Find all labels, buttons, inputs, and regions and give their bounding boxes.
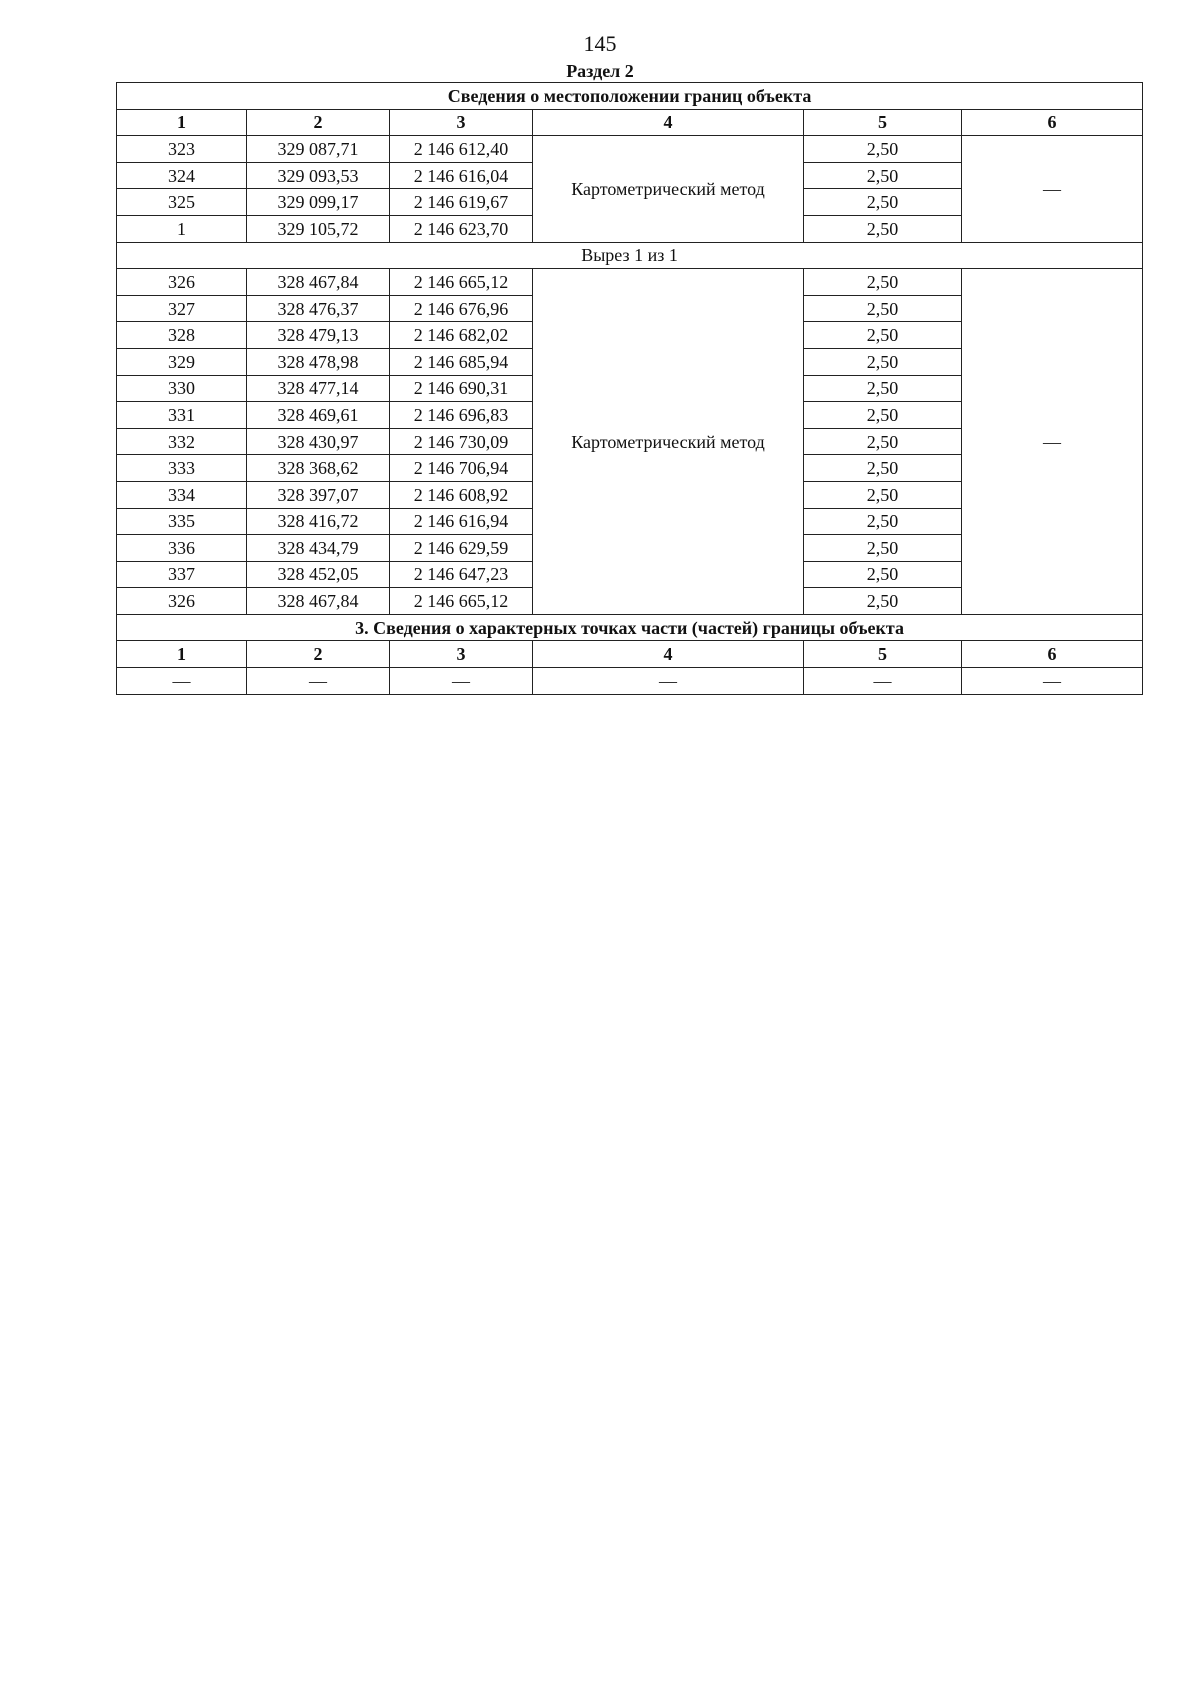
method-cell: Картометрический метод xyxy=(533,269,804,615)
coordinate-y: 2 146 623,70 xyxy=(390,215,533,242)
coordinate-y: 2 146 730,09 xyxy=(390,428,533,455)
coordinate-y: 2 146 616,04 xyxy=(390,162,533,189)
precision-value: 2,50 xyxy=(804,535,962,562)
section3-title-row xyxy=(117,614,1143,641)
point-number: 323 xyxy=(117,136,247,163)
method-cell: Картометрический метод xyxy=(533,136,804,242)
column-header: 2 xyxy=(247,109,390,136)
coordinate-x: 329 087,71 xyxy=(247,136,390,163)
point-number: 324 xyxy=(117,162,247,189)
section3-title: 3. Сведения о характерных точках части (частей) границы объекта xyxy=(117,614,1143,641)
precision-value: 2,50 xyxy=(804,348,962,375)
precision-value: 2,50 xyxy=(804,375,962,402)
coordinate-x: 328 416,72 xyxy=(247,508,390,535)
precision-value: 2,50 xyxy=(804,269,962,296)
precision-value: 2,50 xyxy=(804,428,962,455)
point-number: 326 xyxy=(117,269,247,296)
column6-cell: — xyxy=(962,269,1143,615)
point-number: 329 xyxy=(117,348,247,375)
precision-value: 2,50 xyxy=(804,508,962,535)
coordinate-x: 329 093,53 xyxy=(247,162,390,189)
point-number: 331 xyxy=(117,402,247,429)
point-number: 327 xyxy=(117,295,247,322)
precision-value: 2,50 xyxy=(804,162,962,189)
column-header: 3 xyxy=(390,641,533,668)
coordinate-y: 2 146 676,96 xyxy=(390,295,533,322)
coordinate-y: 2 146 690,31 xyxy=(390,375,533,402)
point-number: 335 xyxy=(117,508,247,535)
coordinate-y: 2 146 647,23 xyxy=(390,561,533,588)
coordinate-y: 2 146 612,40 xyxy=(390,136,533,163)
section3-header-row xyxy=(117,641,1143,668)
point-number: 332 xyxy=(117,428,247,455)
coordinate-x: 328 467,84 xyxy=(247,269,390,296)
cutout-label: Вырез 1 из 1 xyxy=(117,242,1143,269)
coordinate-y: 2 146 696,83 xyxy=(390,402,533,429)
coordinate-x: 328 477,14 xyxy=(247,375,390,402)
point-number: 330 xyxy=(117,375,247,402)
point-number: 336 xyxy=(117,535,247,562)
column-header: 4 xyxy=(533,641,804,668)
empty-value: — xyxy=(533,668,804,695)
coordinate-y: 2 146 619,67 xyxy=(390,189,533,216)
table-title-row xyxy=(117,83,1143,110)
coordinate-x: 328 430,97 xyxy=(247,428,390,455)
coordinate-x: 328 478,98 xyxy=(247,348,390,375)
point-number: 333 xyxy=(117,455,247,482)
precision-value: 2,50 xyxy=(804,588,962,615)
coordinate-y: 2 146 665,12 xyxy=(390,269,533,296)
coordinate-x: 328 397,07 xyxy=(247,481,390,508)
precision-value: 2,50 xyxy=(804,215,962,242)
column-header: 3 xyxy=(390,109,533,136)
cutout-row xyxy=(117,242,1143,269)
precision-value: 2,50 xyxy=(804,481,962,508)
point-number: 334 xyxy=(117,481,247,508)
precision-value: 2,50 xyxy=(804,561,962,588)
column-header: 4 xyxy=(533,109,804,136)
coordinate-y: 2 146 608,92 xyxy=(390,481,533,508)
coordinate-y: 2 146 706,94 xyxy=(390,455,533,482)
column-header: 5 xyxy=(804,641,962,668)
empty-value: — xyxy=(247,668,390,695)
table-title: Сведения о местоположении границ объекта xyxy=(117,83,1143,110)
boundary-coordinates-table xyxy=(116,82,1143,695)
coordinate-x: 329 099,17 xyxy=(247,189,390,216)
point-number: 328 xyxy=(117,322,247,349)
precision-value: 2,50 xyxy=(804,322,962,349)
point-number: 337 xyxy=(117,561,247,588)
column-header: 1 xyxy=(117,109,247,136)
coordinate-x: 328 368,62 xyxy=(247,455,390,482)
section-label: Раздел 2 xyxy=(566,61,634,81)
coordinate-x: 328 434,79 xyxy=(247,535,390,562)
empty-value: — xyxy=(390,668,533,695)
table-row xyxy=(117,269,1143,296)
column-header-row xyxy=(117,109,1143,136)
column-header: 1 xyxy=(117,641,247,668)
precision-value: 2,50 xyxy=(804,455,962,482)
page-number: 145 xyxy=(583,31,617,56)
table-row xyxy=(117,136,1143,163)
empty-value: — xyxy=(804,668,962,695)
precision-value: 2,50 xyxy=(804,295,962,322)
point-number: 326 xyxy=(117,588,247,615)
column-header: 6 xyxy=(962,641,1143,668)
column-header: 6 xyxy=(962,109,1143,136)
coordinate-x: 328 469,61 xyxy=(247,402,390,429)
point-number: 1 xyxy=(117,215,247,242)
coordinate-y: 2 146 616,94 xyxy=(390,508,533,535)
coordinate-y: 2 146 685,94 xyxy=(390,348,533,375)
section3-data-row xyxy=(117,668,1143,695)
point-number: 325 xyxy=(117,189,247,216)
coordinate-x: 328 467,84 xyxy=(247,588,390,615)
precision-value: 2,50 xyxy=(804,402,962,429)
precision-value: 2,50 xyxy=(804,189,962,216)
empty-value: — xyxy=(962,668,1143,695)
column-header: 2 xyxy=(247,641,390,668)
coordinate-x: 328 476,37 xyxy=(247,295,390,322)
column6-cell: — xyxy=(962,136,1143,242)
coordinate-x: 329 105,72 xyxy=(247,215,390,242)
coordinate-x: 328 452,05 xyxy=(247,561,390,588)
coordinate-y: 2 146 665,12 xyxy=(390,588,533,615)
coordinate-x: 328 479,13 xyxy=(247,322,390,349)
column-header: 5 xyxy=(804,109,962,136)
coordinate-y: 2 146 629,59 xyxy=(390,535,533,562)
coordinate-y: 2 146 682,02 xyxy=(390,322,533,349)
empty-value: — xyxy=(117,668,247,695)
precision-value: 2,50 xyxy=(804,136,962,163)
